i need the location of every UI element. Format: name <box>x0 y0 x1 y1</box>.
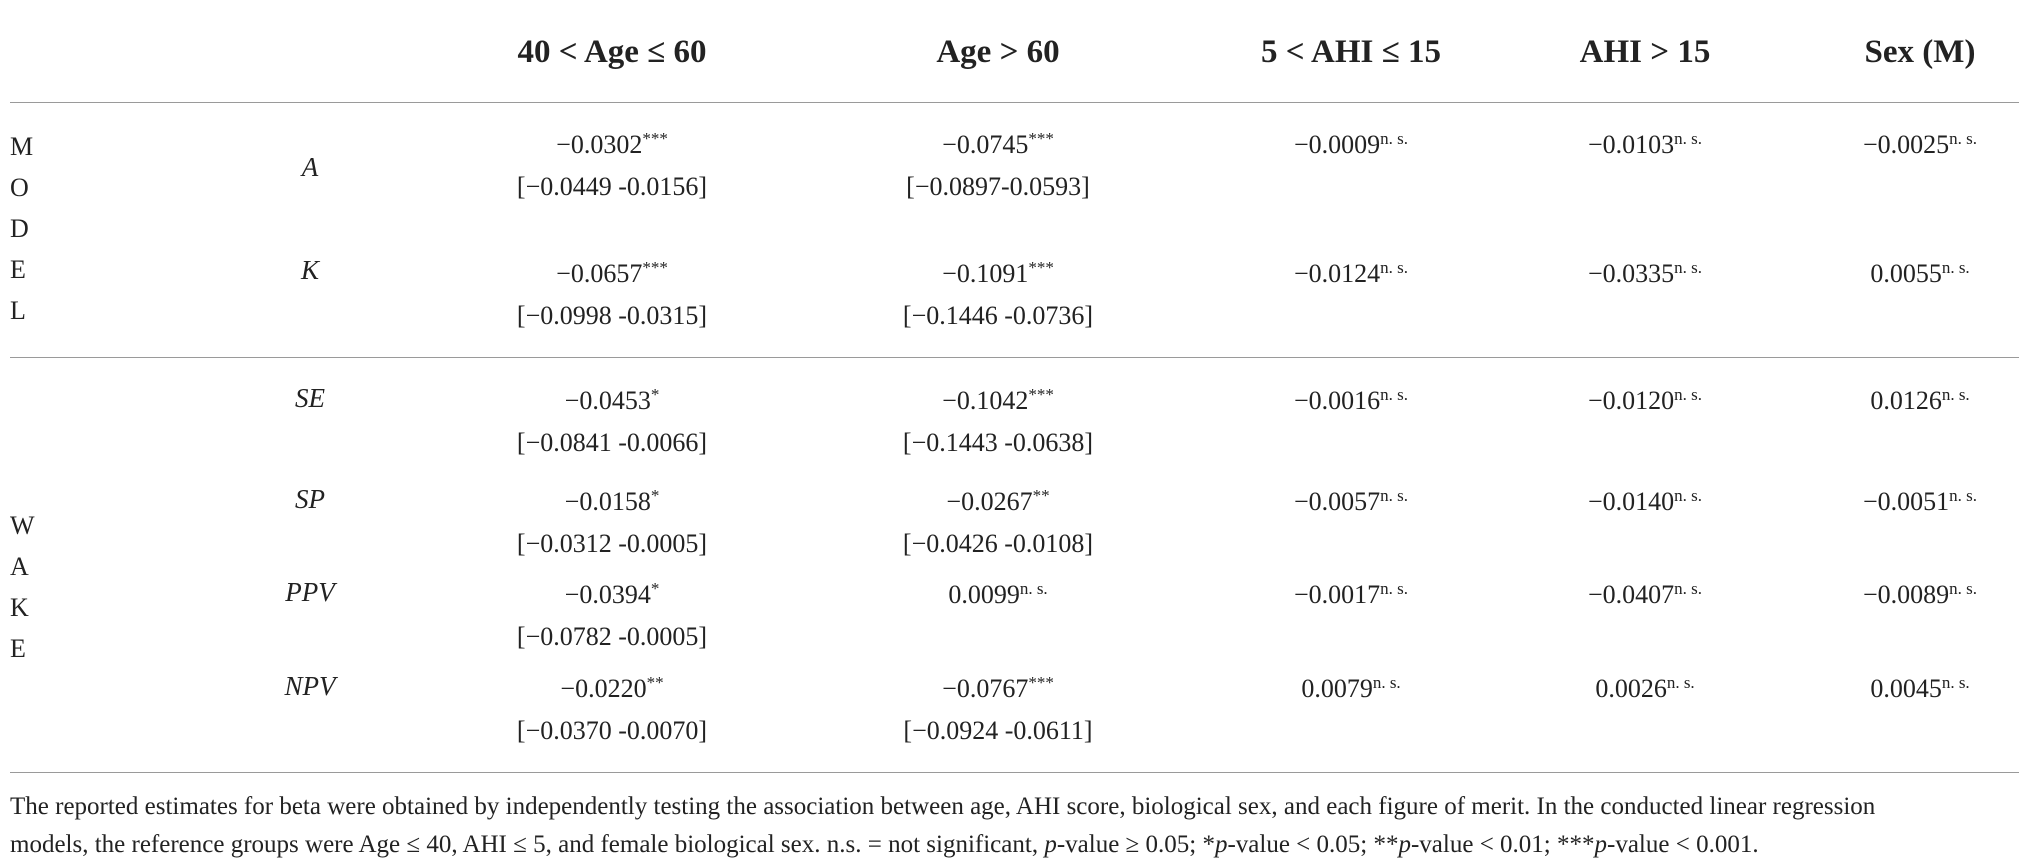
group-letter: A <box>10 552 29 581</box>
table-cell: −0.0453* [−0.0841 -0.0066] <box>516 385 708 457</box>
footnote-line-1: The reported estimates for beta were obtained by independently testing the association between age, AHI score, biological sex, and each figure of merit. In the conducted linear regression <box>10 793 1876 820</box>
group-divider <box>10 357 2019 358</box>
table-cell: $0.0055^{n. s.}$ <box>1870 258 1970 288</box>
table-cell: −0.0767*** [−0.0924 -0.0611] <box>903 673 1093 745</box>
table-cell: −0.0745*** [−0.0897-0.0593] <box>906 129 1090 201</box>
table-cell: $-0.0051^{n. s.}$ <box>1862 486 1978 516</box>
table-cell: $-0.0120^{n. s.}$ <box>1587 385 1703 415</box>
row-label-sp: SP <box>295 484 325 514</box>
table-cell: $0.0026^{n. s.}$ <box>1595 673 1695 703</box>
row-label-ppv: PPV <box>285 577 335 607</box>
row-label-se: SE <box>295 383 325 413</box>
table-cell: −0.0220** [−0.0370 -0.0070] <box>516 673 708 745</box>
column-header-ahi-over-15: AHI > 15 <box>1579 34 1711 70</box>
row-label-a: A <box>301 152 319 182</box>
table-cell: −0.0394* [−0.0782 -0.0005] <box>516 579 708 651</box>
group-label-model <box>10 126 33 331</box>
group-letter: K <box>10 593 29 622</box>
table-cell: $-0.0140^{n. s.}$ <box>1587 486 1703 516</box>
table-footnote <box>10 788 2019 864</box>
table-cell: $-0.0124^{n. s.}$ <box>1293 258 1409 288</box>
row-label-npv: NPV <box>284 671 336 701</box>
table-cell: $-0.0017^{n. s.}$ <box>1293 579 1409 609</box>
table-cell: $0.0126^{n. s.}$ <box>1870 385 1970 415</box>
table-cell: $-0.0016^{n. s.}$ <box>1293 385 1409 415</box>
table-cell: $-0.0025^{n. s.}$ <box>1862 129 1978 159</box>
column-header-ahi-5-15: 5 < AHI ≤ 15 <box>1261 34 1441 70</box>
table-cell: $0.0045^{n. s.}$ <box>1870 673 1970 703</box>
table-cell: −0.0657*** [−0.0998 -0.0315] <box>516 258 708 330</box>
group-letter: D <box>10 214 29 243</box>
group-letter: E <box>10 255 26 284</box>
group-letter: O <box>10 173 29 202</box>
table-cell: −0.1042*** [−0.1443 -0.0638] <box>902 385 1094 457</box>
table-cell: −0.0267** [−0.0426 -0.0108] <box>902 486 1094 558</box>
column-header-age-over-60: Age > 60 <box>936 34 1060 70</box>
header-divider <box>10 102 2019 103</box>
group-letter: L <box>10 296 26 325</box>
table-cell: $0.0099^{n. s.}$ <box>948 579 1048 609</box>
table-bottom-rule <box>10 772 2019 773</box>
table-cell: $0.0079^{n. s.}$ <box>1301 673 1401 703</box>
footnote-line-2: models, the reference groups were Age ≤ 40, AHI ≤ 5, and female biological sex. n.s. = not significant, p-value ≥ 0.05; *p-value < 0.05; **p-value < 0.01; ***p-value < 0.001. <box>10 831 1759 858</box>
row-label-k: K <box>300 255 320 285</box>
table-cell: −0.0302*** [−0.0449 -0.0156] <box>516 129 708 201</box>
table-cell: $-0.0089^{n. s.}$ <box>1862 579 1978 609</box>
column-header-sex-male: Sex (M) <box>1864 34 1976 70</box>
group-label-wake <box>10 505 35 669</box>
group-letter: W <box>10 511 35 540</box>
table-cell: −0.0158* [−0.0312 -0.0005] <box>516 486 708 558</box>
group-letter: M <box>10 132 34 161</box>
table-cell: $-0.0009^{n. s.}$ <box>1293 129 1409 159</box>
group-letter: E <box>10 634 26 663</box>
table-cell: $-0.0103^{n. s.}$ <box>1587 129 1703 159</box>
table-cell: $-0.0057^{n. s.}$ <box>1293 486 1409 516</box>
table-cell: $-0.0335^{n. s.}$ <box>1587 258 1703 288</box>
table-cell: −0.1091*** [−0.1446 -0.0736] <box>902 258 1094 330</box>
table-cell: $-0.0407^{n. s.}$ <box>1587 579 1703 609</box>
column-header-age-40-60: 40 < Age ≤ 60 <box>517 34 707 70</box>
